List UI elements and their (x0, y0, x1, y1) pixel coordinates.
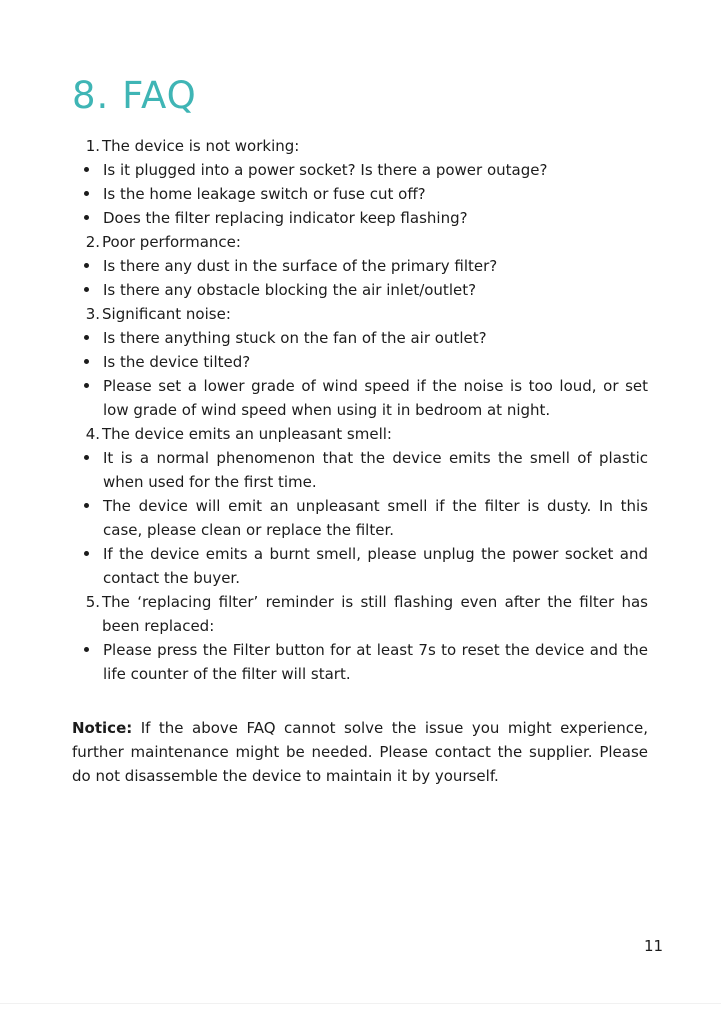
question-number: 3. (85, 305, 100, 323)
faq-answer (72, 494, 648, 542)
question-text: Poor performance: (102, 233, 241, 251)
page-edge-divider (0, 1003, 721, 1004)
question-number: 2. (85, 233, 100, 251)
bullet-icon (84, 455, 89, 460)
answer-text: Is there anything stuck on the fan of the air outlet? (103, 329, 487, 347)
answer-text: Is the device tilted? (103, 353, 251, 371)
question-number: 4. (85, 425, 100, 443)
bullet-icon (84, 287, 89, 292)
bullet-icon (84, 359, 89, 364)
question-text: The ‘replacing filter’ reminder is still flashing even after the filter has been replaced: (102, 593, 648, 635)
faq-answer (72, 158, 648, 182)
bullet-icon (84, 503, 89, 508)
faq-question (72, 422, 648, 446)
faq-answer (72, 542, 648, 590)
faq-question (72, 134, 648, 158)
notice-label: Notice: (72, 719, 133, 737)
question-text: The device emits an unpleasant smell: (102, 425, 392, 443)
bullet-icon (84, 263, 89, 268)
answer-text: Is there any obstacle blocking the air inlet/outlet? (103, 281, 477, 299)
faq-list (72, 134, 648, 686)
answer-text: Please set a lower grade of wind speed if the noise is too loud, or set low grade of wind speed when using it in bedroom at night. (103, 377, 648, 419)
answer-text: Does the filter replacing indicator keep flashing? (103, 209, 468, 227)
question-number: 1. (85, 137, 100, 155)
faq-answer (72, 446, 648, 494)
bullet-icon (84, 335, 89, 340)
bullet-icon (84, 167, 89, 172)
question-text: The device is not working: (102, 137, 300, 155)
answer-text: Is the home leakage switch or fuse cut off? (103, 185, 426, 203)
faq-answer (72, 374, 648, 422)
bullet-icon (84, 551, 89, 556)
answer-text: Is there any dust in the surface of the primary filter? (103, 257, 498, 275)
section-title: 8. FAQ (72, 74, 197, 117)
bullet-icon (84, 383, 89, 388)
question-text: Significant noise: (102, 305, 231, 323)
notice-paragraph (72, 716, 648, 788)
answer-text: It is a normal phenomenon that the device emits the smell of plastic when used for the first time. (103, 449, 648, 491)
faq-answer (72, 638, 648, 686)
notice-text: If the above FAQ cannot solve the issue you might experience, further maintenance might be needed. Please contact the supplier. Please do not disassemble the device to maintain it by yourself. (72, 719, 648, 785)
faq-answer (72, 206, 648, 230)
answer-text: Please press the Filter button for at least 7s to reset the device and the life counter of the filter will start. (103, 641, 648, 683)
answer-text: Is it plugged into a power socket? Is there a power outage? (103, 161, 548, 179)
page-number: 11 (644, 937, 664, 955)
question-number: 5. (85, 593, 100, 611)
bullet-icon (84, 191, 89, 196)
answer-text: If the device emits a burnt smell, please unplug the power socket and contact the buyer. (103, 545, 648, 587)
faq-question (72, 590, 648, 638)
faq-question (72, 230, 648, 254)
faq-answer (72, 278, 648, 302)
bullet-icon (84, 647, 89, 652)
faq-question (72, 302, 648, 326)
faq-answer (72, 326, 648, 350)
faq-answer (72, 182, 648, 206)
bullet-icon (84, 215, 89, 220)
answer-text: The device will emit an unpleasant smell if the filter is dusty. In this case, please clean or replace the filter. (103, 497, 648, 539)
faq-answer (72, 350, 648, 374)
faq-answer (72, 254, 648, 278)
